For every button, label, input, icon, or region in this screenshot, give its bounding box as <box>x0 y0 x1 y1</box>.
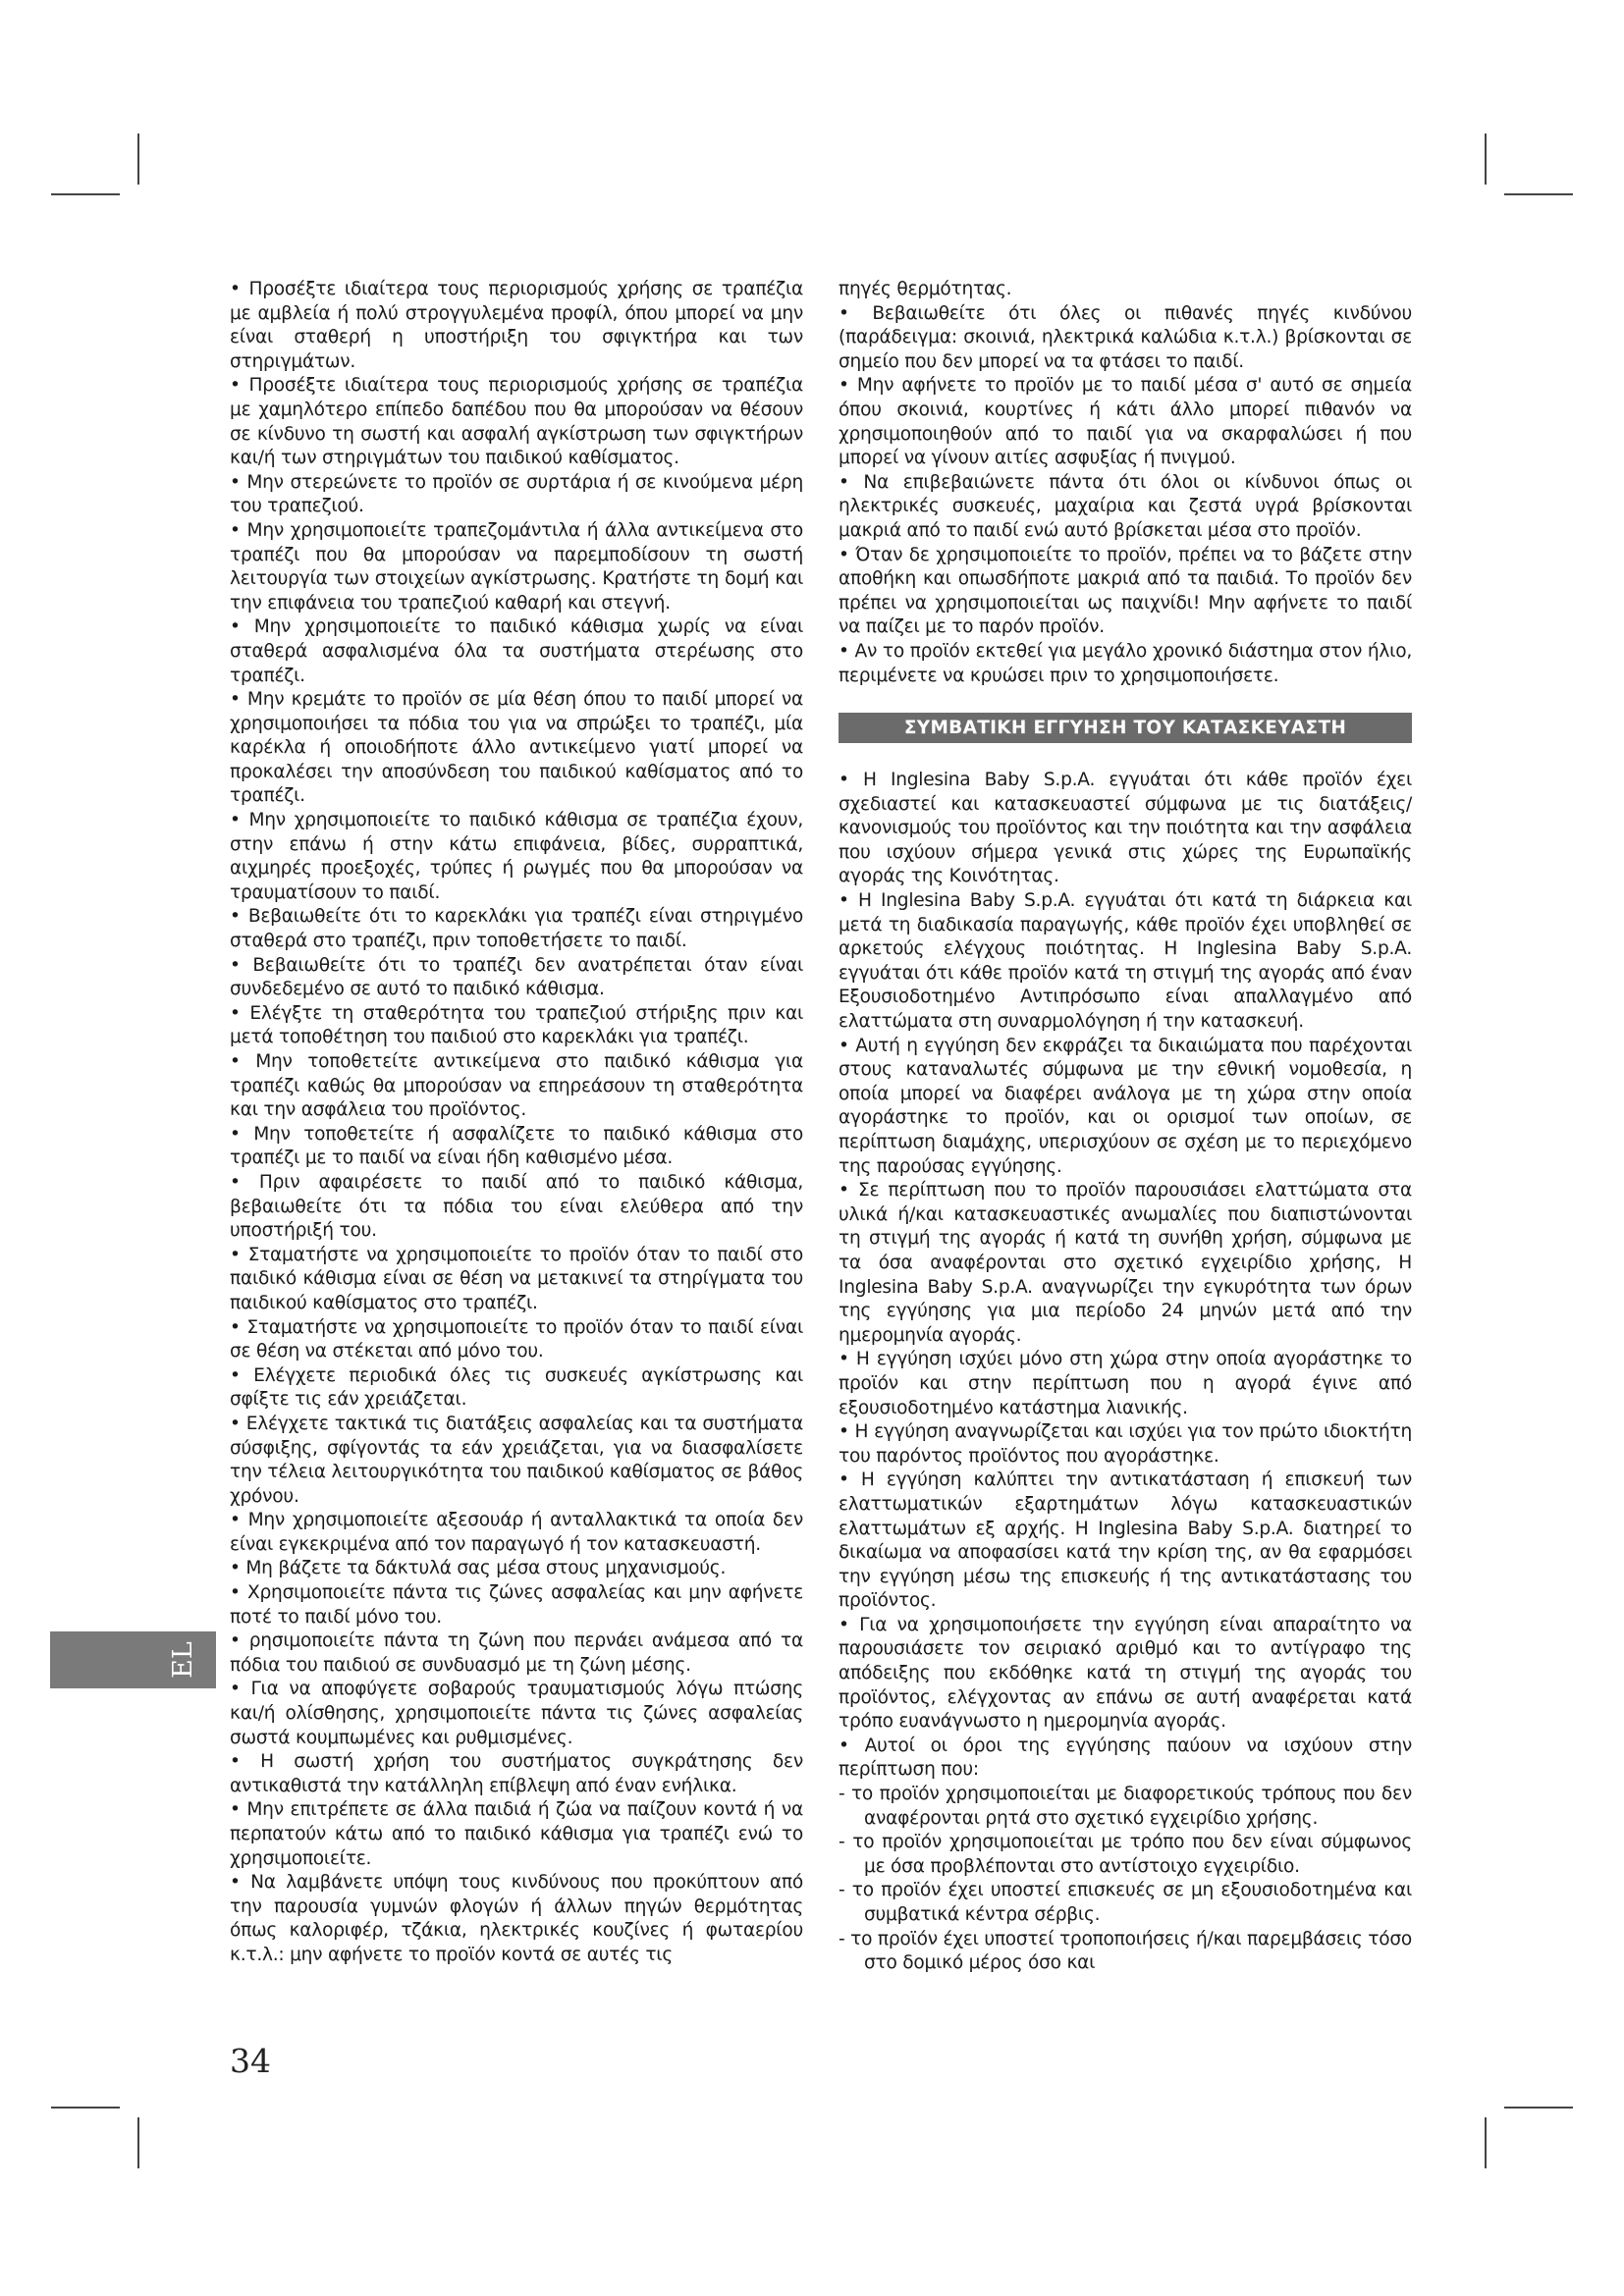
warranty-paragraph: • Η εγγύηση αναγνωρίζεται και ισχύει για τον πρώτο ιδιοκτήτη του παρόντος προϊόντος που αγοράστηκε. <box>839 1421 1412 1467</box>
safety-paragraph: • ρησιμοποιείτε πάντα τη ζώνη που περνάει ανάμεσα από τα πόδια του παιδιού σε συνδυασμό με τη ζώνη μέσης. <box>230 1630 803 1676</box>
safety-paragraph: • Σταματήστε να χρησιμοποιείτε το προϊόν όταν το παιδί είναι σε θέση να στέκεται από μόνο του. <box>230 1316 803 1362</box>
safety-paragraph: • Βεβαιωθείτε ότι το τραπέζι δεν ανατρέπεται όταν είναι συνδεδεμένο σε αυτό το παιδικό κάθισμα. <box>230 954 803 1000</box>
right-column <box>839 278 1412 1976</box>
warranty-subitem: - το προϊόν χρησιμοποιείται με τρόπο που δεν είναι σύμφωνος με όσα προβλέπονται στο αντίστοιχο εγχειρίδιο. <box>839 1832 1412 1877</box>
safety-paragraph: • Προσέξτε ιδιαίτερα τους περιορισμούς χρήσης σε τραπέζια με χαμηλότερο επίπεδο δαπέδου που θα μπορούσαν να θέσουν σε κίνδυνο τη σωστή και ασφαλή αγκίστρωση των σφιγκτήρων και/ή των στηριγμάτων του παιδικού καθίσματος. <box>230 375 803 469</box>
safety-paragraph: • Να επιβεβαιώνετε πάντα ότι όλοι οι κίνδυνοι όπως οι ηλεκτρικές συσκευές, μαχαίρια και ζεστά υγρά βρίσκονται μακριά από το παιδί ενώ αυτό βρίσκεται μέσα στο προϊόν. <box>839 471 1412 541</box>
safety-paragraph: • Βεβαιωθείτε ότι όλες οι πιθανές πηγές κινδύνου (παράδειγμα: σκοινιά, ηλεκτρικά καλώδια κ.τ.λ.) βρίσκονται σε σημείο που δεν μπορεί να τα φτάσει το παιδί. <box>839 302 1412 372</box>
warranty-heading: ΣΥΜΒΑΤΙΚΗ ΕΓΓΥΗΣΗ ΤΟΥ ΚΑΤΑΣΚΕΥΑΣΤΗ <box>839 713 1412 743</box>
safety-paragraph: • Ελέγξτε τη σταθερότητα του τραπεζιού στήριξης πριν και μετά τοποθέτηση του παιδιού στο καρεκλάκι για τραπέζι. <box>230 1002 803 1048</box>
safety-paragraph: • Προσέξτε ιδιαίτερα τους περιορισμούς χρήσης σε τραπέζια με αμβλεία ή πολύ στρογγυλεμένα προφίλ, όπου μπορεί να μην είναι σταθερή η υποστήριξη του σφιγκτήρα και των στηριγμάτων. <box>230 279 803 372</box>
safety-paragraph: • Να λαμβάνετε υπόψη τους κινδύνους που προκύπτουν από την παρουσία γυμνών φλογών ή άλλων πηγών θερμότητας όπως καλοριφέρ, τζάκια, ηλεκτρικές κουζίνες ή φωταερίου κ.τ.λ.: μην αφήνετε το προϊόν κοντά σε αυτές τις <box>230 1872 803 1965</box>
warranty-paragraph: • Η εγγύηση καλύπτει την αντικατάσταση ή επισκευή των ελαττωματικών εξαρτημάτων λόγω κατασκευαστικών ελαττωμάτων εξ αρχής. Η Inglesina Baby S.p.A. διατηρεί το δικαίωμα να αποφασίσει κατά την κρίση της, αν θα εφαρμόσει την εγγύηση μέσω της επισκευής ή της αντικατάστασης του προϊόντος. <box>839 1469 1412 1612</box>
safety-paragraph: • Αν το προϊόν εκτεθεί για μεγάλο χρονικό διάστημα στον ήλιο, περιμένετε να κρυώσει πριν το χρησιμοποιήσετε. <box>839 640 1412 686</box>
safety-paragraph: • Μην επιτρέπετε σε άλλα παιδιά ή ζώα να παίζουν κοντά ή να περπατούν κάτω από το παιδικό κάθισμα για τραπέζι ενώ το χρησιμοποιείτε. <box>230 1799 803 1869</box>
warranty-subitem: - το προϊόν έχει υποστεί τροποποιήσεις ή/και παρεμβάσεις τόσο στο δομικό μέρος όσο και <box>839 1928 1412 1974</box>
safety-paragraph: • Μην κρεμάτε το προϊόν σε μία θέση όπου το παιδί μπορεί να χρησιμοποιήσει τα πόδια του για να σπρώξει το τραπέζι, μία καρέκλα ή οποιοδήποτε άλλο αντικείμενο γιατί μπορεί να προκαλέσει την αποσύνδεση του παιδικού καθίσματος από το τραπέζι. <box>230 689 803 807</box>
language-tab-label: EL <box>168 1641 198 1679</box>
crop-mark <box>137 133 139 185</box>
warranty-subitem: - το προϊόν έχει υποστεί επισκευές σε μη εξουσιοδοτημένα και συμβατικά κέντρα σέρβις. <box>839 1880 1412 1925</box>
safety-paragraph: • Μην τοποθετείτε ή ασφαλίζετε το παιδικό κάθισμα στο τραπέζι με το παιδί να είναι ήδη καθισμένο μέσα. <box>230 1123 803 1169</box>
warranty-paragraph: • Αυτοί οι όροι της εγγύησης παύουν να ισχύουν στην περίπτωση που: <box>839 1735 1412 1781</box>
safety-paragraph: • Χρησιμοποιείτε πάντα τις ζώνες ασφαλείας και μην αφήνετε ποτέ το παιδί μόνο του. <box>230 1582 803 1628</box>
safety-paragraph: • Πριν αφαιρέσετε το παιδί από το παιδικό κάθισμα, βεβαιωθείτε ότι τα πόδια του είναι ελεύθερα από την υποστήριξή του. <box>230 1171 803 1242</box>
safety-paragraph: • Ελέγχετε περιοδικά όλες τις συσκευές αγκίστρωσης και σφίξτε τις εάν χρειάζεται. <box>230 1364 803 1411</box>
safety-paragraph: • Μη βάζετε τα δάκτυλά σας μέσα στους μηχανισμούς. <box>230 1558 727 1579</box>
safety-paragraph: • Μην χρησιμοποιείτε το παιδικό κάθισμα σε τραπέζια έχουν, στην επάνω ή στην κάτω επιφάνεια, βίδες, συρραπτικά, αιχμηρές προεξοχές, τρύπες ή ρωγμές που θα μπορούσαν να τραυματίσουν το παιδί. <box>230 810 803 903</box>
crop-mark <box>51 2107 120 2109</box>
safety-paragraph: • Μην στερεώνετε το προϊόν σε συρτάρια ή σε κινούμενα μέρη του τραπεζιού. <box>230 471 803 517</box>
safety-paragraph: • Όταν δε χρησιμοποιείτε το προϊόν, πρέπει να το βάζετε στην αποθήκη και οπωσδήποτε μακριά από τα παιδιά. Το προϊόν δεν πρέπει να χρησιμοποιείται ως παιχνίδι! Μην αφήνετε το παιδί να παίζει με το παρόν προϊόν. <box>839 544 1412 638</box>
safety-paragraph: • Σταματήστε να χρησιμοποιείτε το προϊόν όταν το παιδί στο παιδικό κάθισμα είναι σε θέση να μετακινεί τα στηρίγματα του παιδικού καθίσματος στο τραπέζι. <box>230 1244 803 1313</box>
crop-mark <box>1504 2107 1573 2109</box>
safety-paragraph: • Για να αποφύγετε σοβαρούς τραυματισμούς λόγω πτώσης και/ή ολίσθησης, χρησιμοποιείτε πάντα τις ζώνες ασφαλείας σωστά κουμπωμένες και ρυθμισμένες. <box>230 1679 803 1748</box>
safety-paragraph: • Μην αφήνετε το προϊόν με το παιδί μέσα σ' αυτό σε σημεία όπου σκοινιά, κουρτίνες ή κάτι άλλο μπορεί πιθανόν να χρησιμοποιηθούν από το παιδί για να σκαρφαλώσει ή που μπορεί να γίνουν αιτίες ασφυξίας ή πνιγμού. <box>839 375 1412 469</box>
safety-paragraph: πηγές θερμότητας. <box>839 279 1012 299</box>
crop-mark <box>1485 133 1487 185</box>
warranty-subitem: - το προϊόν χρησιμοποιείται με διαφορετικούς τρόπους που δεν αναφέρονται ρητά στο σχετικό εγχειρίδιο χρήσης. <box>839 1784 1412 1829</box>
crop-mark <box>51 193 120 195</box>
warranty-paragraph: • Για να χρησιμοποιήσετε την εγγύηση είναι απαραίτητο να παρουσιάσετε τον σειριακό αριθμό και το αντίγραφο της απόδειξης που εκδόθηκε κατά τη στιγμή της αγοράς του προϊόντος, ελέγχοντας αν επάνω σε αυτή αναφέρεται κατά τρόπο ευανάγνωστο η ημερομηνία αγοράς. <box>839 1614 1412 1733</box>
safety-paragraph: • Ελέγχετε τακτικά τις διατάξεις ασφαλείας και τα συστήματα σύσφιξης, σφίγοντάς τα εάν χρειάζεται, για να διασφαλίσετε την τέλεια λειτουργικότητα του παιδικού καθίσματος σε βάθος χρόνου. <box>230 1413 803 1507</box>
page-number: 34 <box>230 2042 271 2080</box>
safety-paragraph: • Βεβαιωθείτε ότι το καρεκλάκι για τραπέζι είναι στηριγμένο σταθερά στο τραπέζι, πριν τοποθετήσετε το παιδί. <box>230 906 803 952</box>
warranty-paragraph: • Η εγγύηση ισχύει μόνο στη χώρα στην οποία αγοράστηκε το προϊόν και στην περίπτωση που η αγορά έγινε από εξουσιοδοτημένο κατάστημα λιανικής. <box>839 1349 1412 1418</box>
safety-paragraph: • Μην χρησιμοποιείτε τραπεζομάντιλα ή άλλα αντικείμενα στο τραπέζι που θα μπορούσαν να παρεμποδίσουν τη σωστή λειτουργία των στοιχείων αγκίστρωσης. Κρατήστε τη δομή και την επιφάνεια του τραπεζιού καθαρή και στεγνή. <box>230 519 803 614</box>
safety-paragraph: • Η σωστή χρήση του συστήματος συγκράτησης δεν αντικαθιστά την κατάλληλη επίβλεψη από έναν ενήλικα. <box>230 1751 803 1796</box>
crop-mark <box>1504 193 1573 195</box>
safety-paragraph: • Μην τοποθετείτε αντικείμενα στο παιδικό κάθισμα για τραπέζι καθώς θα μπορούσαν να επηρεάσουν τη σταθερότητα και την ασφάλεια του προϊόντος. <box>230 1051 803 1121</box>
warranty-paragraph: • Σε περίπτωση που το προϊόν παρουσιάσει ελαττώματα στα υλικά ή/και κατασκευαστικές ανωμαλίες που διαπιστώνονται τη στιγμή της αγοράς ή κατά τη συνήθη χρήση, σύμφωνα με τα όσα αναφέρονται στο σχετικό εγχειρίδιο χρήσης, Η Inglesina Baby S.p.A. αναγνωρίζει την εγκυρότητα των όρων της εγγύησης για μια περίοδο 24 μηνών μετά από την ημερομηνία αγοράς. <box>839 1180 1412 1346</box>
crop-mark <box>137 2117 139 2168</box>
safety-paragraph: • Μην χρησιμοποιείτε αξεσουάρ ή ανταλλακτικά τα οποία δεν είναι εγκεκριμένα από τον παραγωγό ή τον κατασκευαστή. <box>230 1510 803 1555</box>
warranty-paragraph: • Αυτή η εγγύηση δεν εκφράζει τα δικαιώματα που παρέχονται στους καταναλωτές σύμφωνα με την εθνική νομοθεσία, η οποία μπορεί να διαφέρει ανάλογα με τη χώρα στην οποία αγοράστηκε το προϊόν, και οι ορισμοί των οποίων, σε περίπτωση διαμάχης, υπερισχύουν σε σχέση με το περιεχόμενο της παρούσας εγγύησης. <box>839 1035 1412 1177</box>
safety-paragraph: • Μην χρησιμοποιείτε το παιδικό κάθισμα χωρίς να είναι σταθερά ασφαλισμένα όλα τα συστήματα στερέωσης στο τραπέζι. <box>230 616 803 686</box>
language-tab <box>50 1631 216 1688</box>
warranty-paragraph: • Η Inglesina Baby S.p.A. εγγυάται ότι κάθε προϊόν έχει σχεδιαστεί και κατασκευαστεί σύμφωνα με τις διατάξεις/ κανονισμούς του προϊόντος και την ποιότητα και την ασφάλεια που ισχύουν σήμερα γενικά στις χώρες της Ευρωπαϊκής αγοράς της Κοινότητας. <box>839 770 1412 887</box>
warranty-paragraph: • Η Inglesina Baby S.p.A. εγγυάται ότι κατά τη διάρκεια και μετά τη διαδικασία παραγωγής, κάθε προϊόν έχει υποβληθεί σε αρκετούς ελέγχους ποιότητας. Η Inglesina Baby S.p.A. εγγυάται ότι κάθε προϊόν κατά τη στιγμή της αγοράς από έναν Εξουσιοδοτημένο Αντιπρόσωπο είναι απαλλαγμένο από ελαττώματα στη συναρμολόγηση ή την κατασκευή. <box>839 890 1412 1033</box>
left-column <box>230 278 803 1968</box>
crop-mark <box>1485 2117 1487 2168</box>
